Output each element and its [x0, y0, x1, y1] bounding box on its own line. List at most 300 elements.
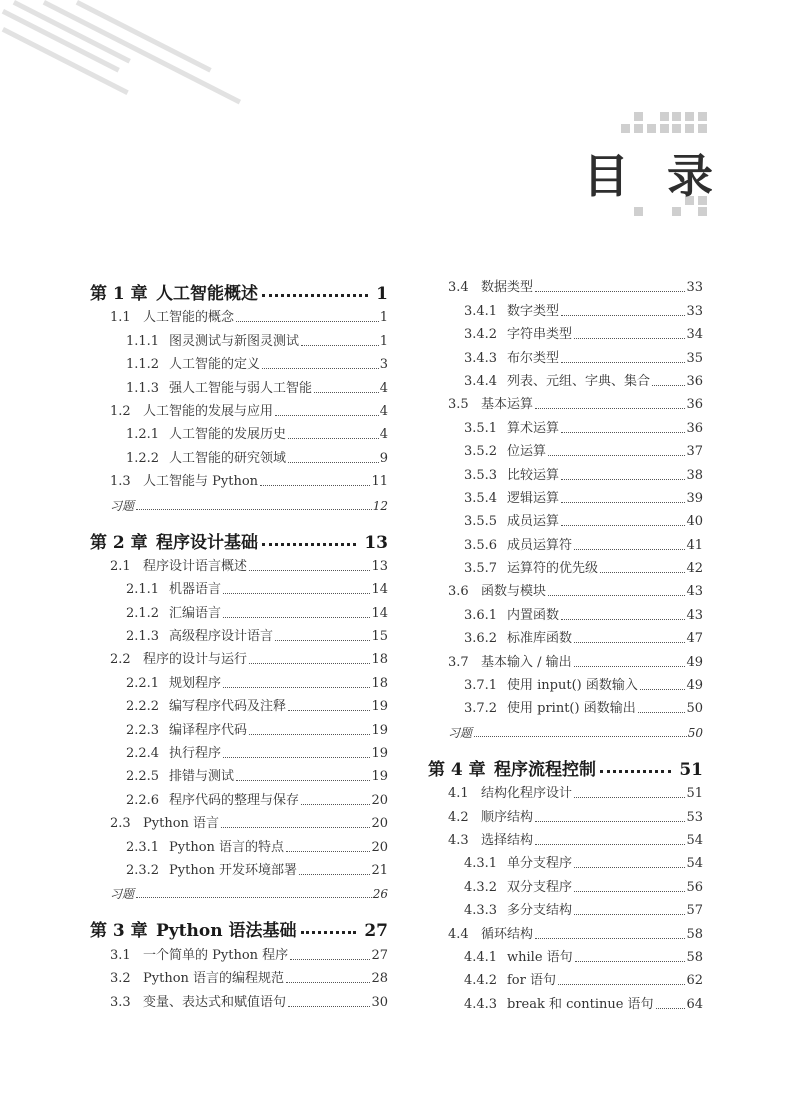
entry-number: 1.2.2 [126, 450, 160, 466]
entry-title: 人工智能与 Python [143, 474, 259, 490]
page-number: 64 [686, 996, 703, 1012]
toc-chapter[interactable] [90, 276, 388, 306]
entry-number: 1.2 [110, 403, 131, 419]
entry-number: 1.1 [110, 310, 131, 326]
dot-leader [288, 710, 370, 711]
entry-title: 习题 [448, 725, 473, 740]
toc-entry[interactable] [90, 446, 388, 469]
entry-title: 规划程序 [169, 675, 222, 691]
toc-entry[interactable] [428, 674, 703, 697]
page-number: 37 [686, 444, 703, 460]
toc-entry[interactable] [428, 370, 703, 393]
dot-leader [600, 572, 685, 573]
entry-number: 3.5.3 [464, 467, 498, 483]
entry-title: 编译程序代码 [169, 722, 248, 738]
page-number: 39 [686, 490, 703, 506]
entry-title: 列表、元组、字典、集合 [507, 373, 651, 389]
entry-title: 习题 [110, 887, 135, 902]
entry-number: 3.6.2 [464, 631, 498, 647]
page-number: 51 [679, 759, 703, 780]
entry-number: 第 1 章 [90, 284, 148, 304]
dot-leader [223, 617, 370, 618]
page-number: 28 [371, 971, 388, 987]
dot-leader [561, 525, 685, 526]
toc-entry[interactable] [90, 625, 388, 648]
dot-leader [561, 479, 685, 480]
dot-leader [574, 666, 686, 667]
toc-exercises[interactable] [90, 493, 388, 516]
entry-title: 一个简单的 Python 程序 [143, 947, 289, 963]
entry-number: 第 4 章 [428, 759, 486, 780]
entry-title: 机器语言 [169, 582, 222, 598]
page-number: 33 [686, 303, 703, 319]
page-number: 53 [686, 809, 703, 825]
toc-column-right [428, 276, 703, 1016]
dot-leader [301, 345, 379, 346]
entry-title: 使用 input() 函数输入 [507, 678, 638, 694]
dot-leader [260, 485, 370, 486]
page-number: 49 [686, 654, 703, 670]
toc-entry[interactable] [90, 648, 388, 671]
toc-entry[interactable] [428, 899, 703, 922]
toc-entry[interactable] [90, 329, 388, 352]
toc-entry[interactable] [90, 765, 388, 788]
dot-leader [301, 931, 357, 934]
toc-entry[interactable] [428, 627, 703, 650]
dot-leader [236, 321, 379, 322]
dot-leader [290, 959, 370, 960]
entry-title: 内置函数 [507, 607, 560, 623]
page-number: 21 [371, 862, 388, 878]
toc-entry[interactable] [428, 557, 703, 580]
page-number: 58 [686, 926, 703, 942]
entry-title: Python 语言的编程规范 [143, 971, 285, 987]
entry-number: 3.1 [110, 947, 131, 963]
dot-leader [286, 982, 370, 983]
entry-title: 标准库函数 [507, 631, 573, 647]
dot-leader [223, 757, 370, 758]
entry-number: 3.3 [110, 994, 131, 1010]
entry-title: 程序的设计与运行 [143, 652, 248, 668]
toc-entry[interactable] [428, 487, 703, 510]
entry-number: 4.4.2 [464, 973, 498, 989]
toc-entry[interactable] [428, 603, 703, 626]
entry-title: 习题 [110, 498, 135, 513]
entry-number: 2.3 [110, 816, 131, 832]
entry-title: Python 语法基础 [156, 921, 297, 942]
entry-title: Python 语言 [143, 816, 220, 832]
dot-leader [574, 891, 685, 892]
entry-title: 比较运算 [507, 467, 560, 483]
page-number: 36 [686, 373, 703, 389]
dot-leader [286, 851, 370, 852]
dot-leader [535, 844, 685, 845]
entry-number: 3.7.1 [464, 678, 498, 694]
entry-title: 程序设计语言概述 [143, 558, 248, 574]
entry-number: 4.1 [448, 786, 469, 802]
dot-leader [288, 438, 379, 439]
toc-entry[interactable] [90, 990, 388, 1013]
entry-number: 第 3 章 [90, 921, 148, 942]
dot-leader [656, 1008, 686, 1009]
toc-entry[interactable] [428, 922, 703, 945]
dot-leader [640, 689, 686, 690]
page-number: 49 [686, 678, 703, 694]
dot-leader [535, 821, 685, 822]
page-number: 4 [379, 403, 388, 419]
entry-number: 4.3.2 [464, 879, 498, 895]
page-number: 36 [686, 397, 703, 413]
entry-number: 4.4.1 [464, 949, 498, 965]
toc-exercises[interactable] [428, 720, 703, 743]
page-number: 14 [371, 605, 388, 621]
page-number: 50 [686, 701, 703, 717]
entry-number: 4.4.3 [464, 996, 498, 1012]
entry-title: 函数与模块 [481, 584, 547, 600]
entry-title: 执行程序 [169, 746, 222, 762]
entry-number: 1.1.3 [126, 380, 160, 396]
entry-title: 人工智能的发展历史 [169, 427, 287, 443]
toc-entry[interactable] [428, 697, 703, 720]
dot-leader [314, 392, 379, 393]
dot-leader [288, 462, 379, 463]
entry-title: 编写程序代码及注释 [169, 699, 287, 715]
entry-title: 多分支结构 [507, 903, 573, 919]
page-number: 20 [371, 839, 388, 855]
entry-title: 位运算 [507, 444, 547, 460]
entry-title: 程序流程控制 [494, 759, 596, 780]
toc-entry[interactable] [428, 580, 703, 603]
dot-leader [221, 827, 370, 828]
toc-entry[interactable] [428, 463, 703, 486]
entry-title: 变量、表达式和赋值语句 [143, 994, 287, 1010]
dot-leader [638, 712, 686, 713]
dot-leader [136, 897, 372, 898]
entry-number: 1.2.1 [126, 427, 160, 443]
entry-title: 基本运算 [481, 397, 534, 413]
page-number: 20 [371, 792, 388, 808]
page-number: 54 [686, 832, 703, 848]
entry-number: 2.3.2 [126, 862, 160, 878]
dot-leader [548, 455, 685, 456]
entry-title: 人工智能的发展与应用 [143, 403, 274, 419]
entry-number: 4.4 [448, 926, 469, 942]
entry-title: 人工智能的研究领域 [169, 450, 287, 466]
entry-title: 数据类型 [481, 280, 534, 296]
page-number: 27 [371, 947, 388, 963]
toc-entry[interactable] [428, 852, 703, 875]
entry-title: 使用 print() 函数输出 [507, 701, 636, 717]
toc-entry[interactable] [428, 992, 703, 1015]
entry-title: 选择结构 [481, 832, 534, 848]
page-number: 13 [364, 532, 388, 553]
entry-title: 顺序结构 [481, 809, 534, 825]
toc-entry[interactable] [90, 835, 388, 858]
page-number: 42 [686, 561, 703, 577]
page-number: 33 [686, 280, 703, 296]
dot-leader [548, 595, 685, 596]
entry-title: 字符串类型 [507, 327, 573, 343]
entry-title: 基本输入 / 输出 [481, 654, 572, 670]
toc-entry[interactable] [428, 969, 703, 992]
page-number: 43 [686, 607, 703, 623]
entry-title: for 语句 [507, 973, 556, 989]
toc-entry[interactable] [90, 943, 388, 966]
dot-leader [574, 642, 685, 643]
page-number: 50 [687, 725, 703, 740]
entry-number: 3.4 [448, 280, 469, 296]
page-number: 1 [379, 333, 388, 349]
entry-title: 程序代码的整理与保存 [169, 792, 300, 808]
page-number: 13 [371, 558, 388, 574]
toc-entry[interactable] [90, 812, 388, 835]
dot-leader [535, 408, 685, 409]
entry-number: 2.2.6 [126, 792, 160, 808]
toc-entry[interactable] [428, 782, 703, 805]
toc-entry[interactable] [428, 510, 703, 533]
entry-number: 3.7 [448, 654, 469, 670]
page-number: 18 [371, 652, 388, 668]
page-number: 35 [686, 350, 703, 366]
page-number: 43 [686, 584, 703, 600]
entry-number: 3.4.4 [464, 373, 498, 389]
entry-number: 3.5.2 [464, 444, 498, 460]
entry-title: 布尔类型 [507, 350, 560, 366]
dot-leader [288, 1006, 370, 1007]
dot-leader [474, 736, 687, 737]
toc-entry[interactable] [90, 470, 388, 493]
entry-title: 高级程序设计语言 [169, 629, 274, 645]
page-number: 11 [371, 474, 388, 490]
entry-number: 2.2.1 [126, 675, 160, 691]
entry-title: 汇编语言 [169, 605, 222, 621]
dot-leader [136, 509, 372, 510]
entry-number: 1.1.2 [126, 357, 160, 373]
toc-entry[interactable] [90, 400, 388, 423]
dot-leader [561, 432, 685, 433]
toc-entry[interactable] [90, 376, 388, 399]
entry-number: 3.6 [448, 584, 469, 600]
entry-title: 运算符的优先级 [507, 561, 599, 577]
toc-entry[interactable] [90, 967, 388, 990]
page-number: 1 [376, 284, 388, 304]
dot-leader [561, 619, 685, 620]
entry-title: 算术运算 [507, 420, 560, 436]
page-number: 57 [686, 903, 703, 919]
toc-entry[interactable] [90, 671, 388, 694]
entry-number: 4.3.1 [464, 856, 498, 872]
dot-leader [275, 415, 379, 416]
toc-entry[interactable] [428, 416, 703, 439]
entry-number: 2.2.2 [126, 699, 160, 715]
entry-number: 2.2.5 [126, 769, 160, 785]
entry-title: 逻辑运算 [507, 490, 560, 506]
dot-leader [249, 570, 370, 571]
entry-number: 3.5.7 [464, 561, 498, 577]
entry-number: 2.2.4 [126, 746, 160, 762]
dot-leader [275, 640, 370, 641]
entry-number: 3.5.5 [464, 514, 498, 530]
dot-leader [223, 687, 370, 688]
page-number: 4 [379, 380, 388, 396]
dot-leader [561, 362, 685, 363]
page-number: 41 [686, 537, 703, 553]
entry-title: Python 语言的特点 [169, 839, 285, 855]
entry-number: 4.3.3 [464, 903, 498, 919]
page-number: 3 [379, 357, 388, 373]
page-number: 58 [686, 949, 703, 965]
toc-entry[interactable] [90, 718, 388, 741]
toc-entry[interactable] [90, 555, 388, 578]
dot-leader [558, 984, 685, 985]
toc-entry[interactable] [90, 859, 388, 882]
dot-leader [574, 338, 685, 339]
toc-chapter[interactable] [428, 752, 703, 782]
entry-title: 成员运算符 [507, 537, 573, 553]
entry-title: 数字类型 [507, 303, 560, 319]
page-number: 56 [686, 879, 703, 895]
entry-number: 3.4.3 [464, 350, 498, 366]
page-number: 19 [371, 722, 388, 738]
dot-leader [236, 780, 370, 781]
toc-chapter[interactable] [90, 913, 388, 943]
page-number: 34 [686, 327, 703, 343]
dot-leader [574, 797, 685, 798]
page-number: 26 [372, 887, 388, 902]
entry-number: 2.1.2 [126, 605, 160, 621]
page-number: 12 [372, 498, 388, 513]
page-number: 9 [379, 450, 388, 466]
toc-column-left [90, 276, 388, 1014]
dot-leader [574, 867, 685, 868]
toc-entry[interactable] [428, 829, 703, 852]
entry-number: 3.6.1 [464, 607, 498, 623]
dot-leader [652, 385, 685, 386]
toc-entry[interactable] [428, 346, 703, 369]
page-number: 15 [371, 629, 388, 645]
toc-entry[interactable] [428, 299, 703, 322]
toc-chapter[interactable] [90, 525, 388, 555]
page-number: 36 [686, 420, 703, 436]
entry-title: Python 开发环境部署 [169, 862, 298, 878]
toc-entry[interactable] [428, 276, 703, 299]
dot-leader [301, 804, 370, 805]
entry-number: 2.2 [110, 652, 131, 668]
entry-number: 1.3 [110, 474, 131, 490]
entry-title: 双分支程序 [507, 879, 573, 895]
entry-title: 成员运算 [507, 514, 560, 530]
toc-entry[interactable] [428, 440, 703, 463]
toc-exercises[interactable] [90, 882, 388, 905]
toc-entry[interactable] [90, 306, 388, 329]
entry-number: 2.1.3 [126, 629, 160, 645]
entry-number: 3.5.1 [464, 420, 498, 436]
entry-title: 排错与测试 [169, 769, 235, 785]
toc-entry[interactable] [428, 875, 703, 898]
dot-leader [600, 770, 671, 773]
entry-title: 人工智能的概念 [143, 310, 235, 326]
dot-leader [535, 938, 685, 939]
entry-number: 2.1 [110, 558, 131, 574]
toc-entry[interactable] [90, 695, 388, 718]
dot-leader [262, 543, 356, 546]
entry-number: 2.2.3 [126, 722, 160, 738]
entry-number: 1.1.1 [126, 333, 160, 349]
page-number: 47 [686, 631, 703, 647]
dot-leader [561, 502, 685, 503]
entry-number: 第 2 章 [90, 532, 148, 553]
entry-number: 3.5 [448, 397, 469, 413]
dot-leader [535, 291, 685, 292]
dot-leader [262, 368, 379, 369]
toc-entry[interactable] [428, 533, 703, 556]
entry-number: 2.1.1 [126, 582, 160, 598]
entry-title: 强人工智能与弱人工智能 [169, 380, 313, 396]
entry-title: 单分支程序 [507, 856, 573, 872]
entry-number: 3.5.6 [464, 537, 498, 553]
page-number: 18 [371, 675, 388, 691]
dot-leader [574, 914, 685, 915]
page-number: 40 [686, 514, 703, 530]
page-number: 27 [364, 921, 388, 942]
entry-title: break 和 continue 语句 [507, 996, 654, 1012]
entry-number: 3.2 [110, 971, 131, 987]
toc-entry[interactable] [90, 601, 388, 624]
entry-number: 4.2 [448, 809, 469, 825]
entry-number: 2.3.1 [126, 839, 160, 855]
page-number: 19 [371, 746, 388, 762]
page-number: 62 [686, 973, 703, 989]
toc-entry[interactable] [90, 353, 388, 376]
page-number: 4 [379, 427, 388, 443]
dot-leader [249, 663, 370, 664]
entry-title: 图灵测试与新图灵测试 [169, 333, 300, 349]
entry-title: 程序设计基础 [156, 532, 258, 553]
dot-leader [223, 593, 370, 594]
toc-entry[interactable] [428, 323, 703, 346]
dot-leader [561, 315, 685, 316]
page-number: 19 [371, 699, 388, 715]
dot-leader [262, 294, 368, 297]
page-number: 51 [686, 786, 703, 802]
toc-entry[interactable] [428, 805, 703, 828]
page-number: 38 [686, 467, 703, 483]
dot-leader [574, 549, 685, 550]
entry-title: 循环结构 [481, 926, 534, 942]
page-number: 14 [371, 582, 388, 598]
toc-entry[interactable] [90, 742, 388, 765]
page-title: 目录 [583, 149, 751, 203]
entry-number: 3.7.2 [464, 701, 498, 717]
toc-entry[interactable] [428, 393, 703, 416]
page-number: 30 [371, 994, 388, 1010]
entry-title: 人工智能概述 [156, 284, 258, 304]
toc-entry[interactable] [90, 423, 388, 446]
entry-number: 3.4.2 [464, 327, 498, 343]
entry-number: 4.3 [448, 832, 469, 848]
dot-leader [249, 734, 370, 735]
entry-number: 3.5.4 [464, 490, 498, 506]
page-number: 20 [371, 816, 388, 832]
toc-entry[interactable] [428, 650, 703, 673]
page-number: 1 [379, 310, 388, 326]
toc-entry[interactable] [428, 946, 703, 969]
toc-entry[interactable] [90, 578, 388, 601]
entry-number: 3.4.1 [464, 303, 498, 319]
dot-leader [299, 874, 370, 875]
page-number: 19 [371, 769, 388, 785]
toc-entry[interactable] [90, 788, 388, 811]
